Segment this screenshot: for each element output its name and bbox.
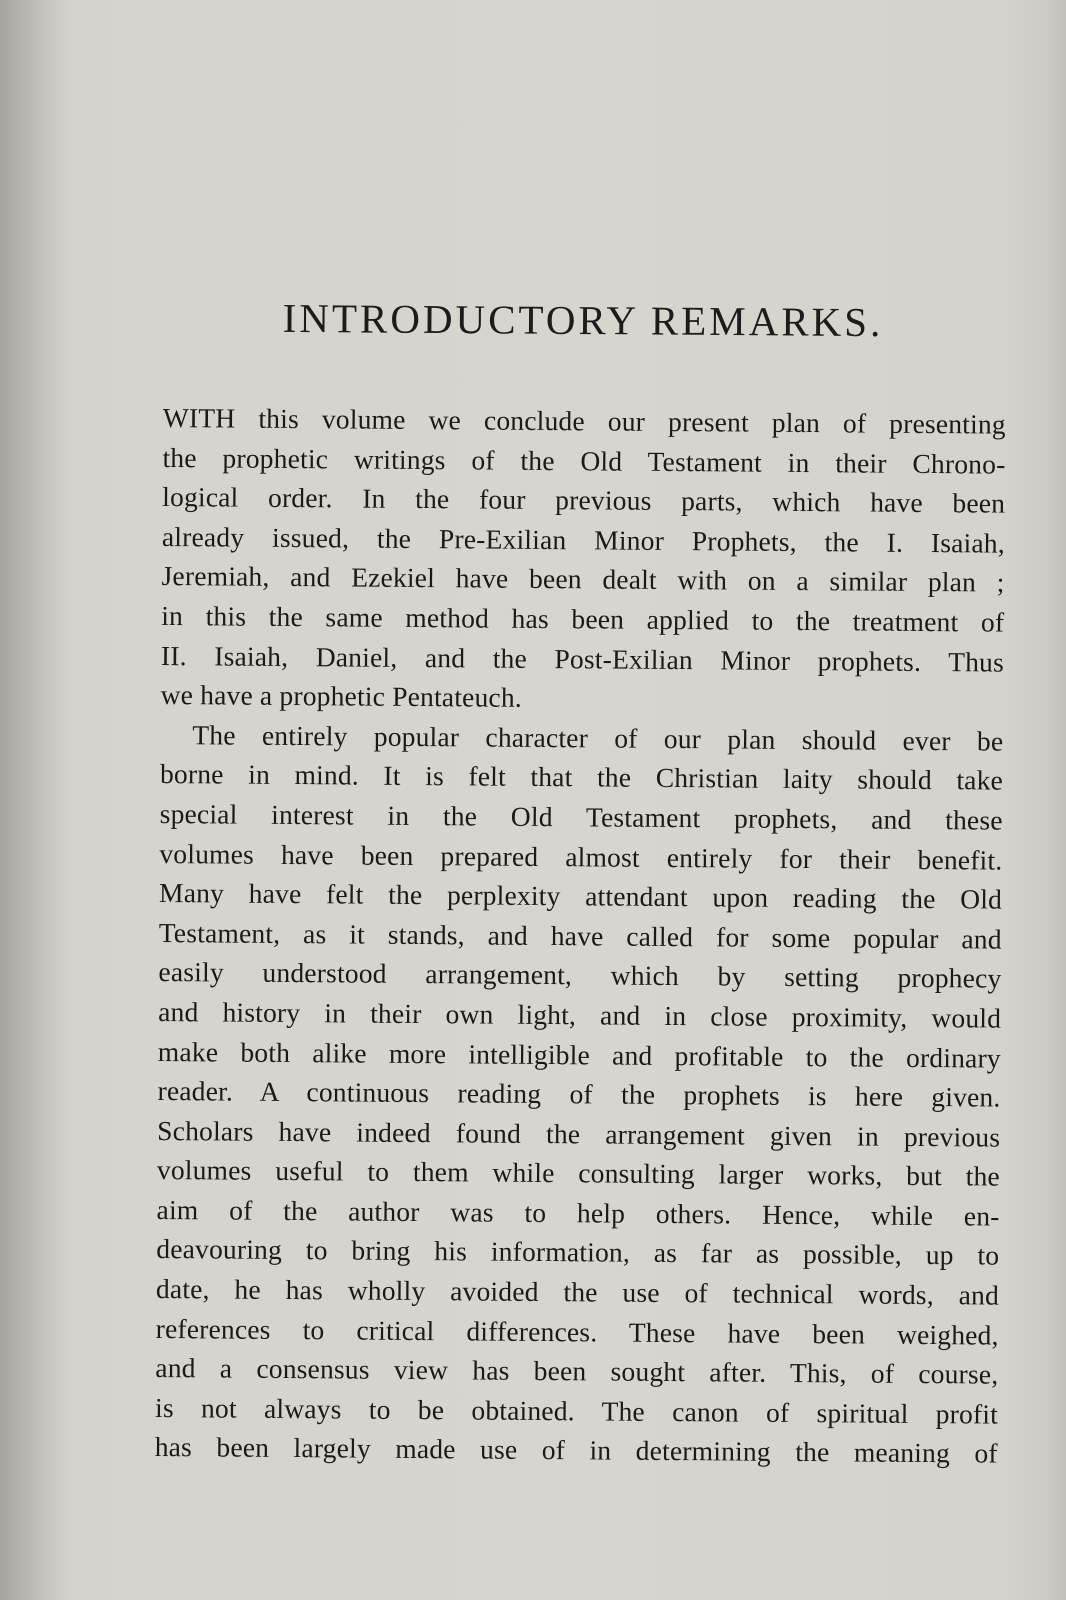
text-line: Testament, as it stands, and have called for some popular and — [158, 916, 1002, 955]
text-line: in this the same method has been applied to the treatment of — [161, 599, 1005, 638]
text-line: Many have felt the perplexity attendant upon reading the Old — [158, 877, 1003, 915]
text-line: make both alike more intelligible and profitable to the ordinary — [157, 1035, 1001, 1074]
text-line: Jeremiah, and Ezekiel have been dealt with on a similar plan ; — [161, 560, 1005, 598]
text-line: is not always to be obtained. The canon of spiritual profit — [154, 1391, 999, 1430]
text-line: aim of the author was to help others. Hence, while en- — [156, 1193, 1000, 1232]
page-title: INTRODUCTORY REMARKS. — [282, 294, 884, 346]
text-line: The entirely popular character of our plan should ever be — [192, 718, 1004, 757]
text-line: we have a prophetic Pentateuch. — [160, 679, 523, 713]
text-line: the prophetic writings of the Old Testament in their Chrono- — [162, 441, 1006, 480]
text-line: special interest in the Old Testament prophets, and these — [159, 797, 1003, 836]
text-line: already issued, the Pre-Exilian Minor Prophets, the I. Isaiah, — [161, 520, 1006, 559]
text-line: logical order. In the four previous parts, which have been — [162, 481, 1006, 519]
text-line: II. Isaiah, Daniel, and the Post-Exilian Minor prophets. Thus — [160, 639, 1005, 678]
text-line: deavouring to bring his information, as far as possible, up to — [156, 1233, 1000, 1272]
text-line: volumes useful to them while consulting larger works, but the — [156, 1154, 1001, 1192]
text-line: WITH this volume we conclude our present plan of presenting — [162, 401, 1006, 440]
text-line: Scholars have indeed found the arrangement given in previous — [157, 1114, 1001, 1153]
text-line: volumes have been prepared almost entirely for their benefit. — [159, 837, 1003, 876]
body-text — [155, 398, 1006, 1474]
text-line: date, he has wholly avoided the use of technical words, and — [155, 1273, 1000, 1311]
text-line: has been largely made use of in determining the meaning of — [154, 1431, 998, 1470]
text-line: easily understood arrangement, which by setting prophecy — [158, 956, 1002, 994]
text-line: borne in mind. It is felt that the Christian laity should take — [159, 758, 1004, 796]
text-line: reader. A continuous reading of the prophets is here given. — [157, 1075, 1001, 1113]
gutter-shadow — [0, 0, 70, 1600]
text-line: and history in their own light, and in close proximity, would — [158, 995, 1002, 1034]
text-line: and a consensus view has been sought after. This, of course, — [155, 1352, 999, 1390]
text-line: references to critical differences. These have been weighed, — [155, 1312, 999, 1351]
